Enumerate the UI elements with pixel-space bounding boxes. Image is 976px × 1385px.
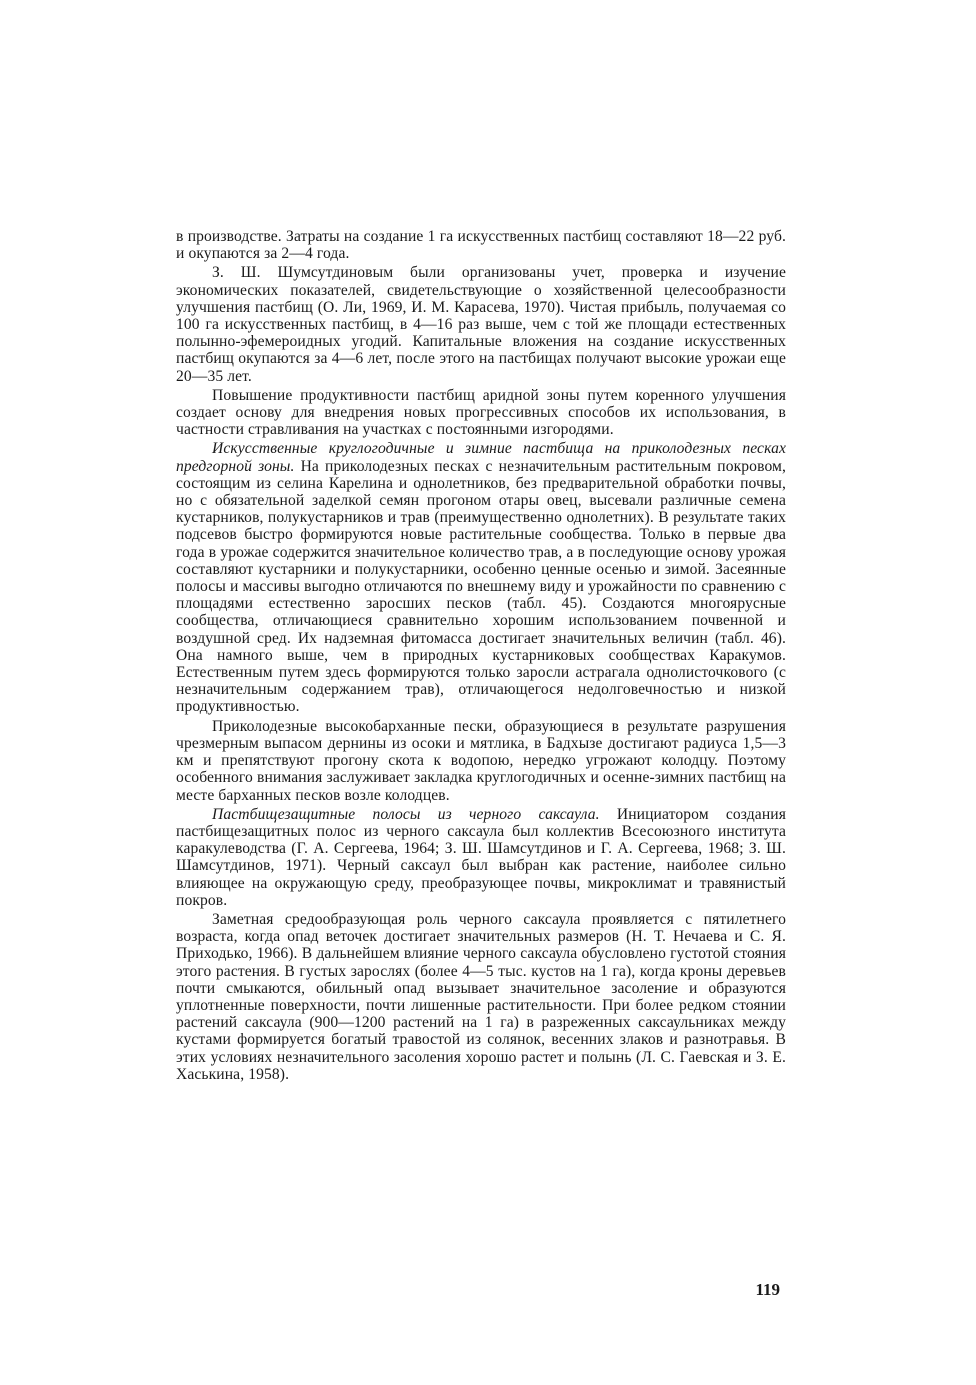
paragraph-text: Приколодезные высокобарханные пески, образующиеся в результате разрушения чрезмерным выпасом дернины из осоки и мятлика, в Бадхызе достигают радиуса 1,5—3 км и препятствуют прогону скота к водопою, нередко угрожают колодцу. Поэтому особенного внимания заслуживает закладка круглогодичных и осенне-зимних пастбищ на месте барханных песков возле колодцев. <box>176 717 786 804</box>
paragraph-text: Заметная средообразующая роль черного саксаула проявляется с пятилетнего возраста, когда опад веточек достигает значительных размеров (Н. Т. Нечаева и С. Я. Приходько, 1966). В дальнейшем влияние черного саксаула обусловлено густотой стояния этого растения. В густых зарослях (более 4—5 тыс. кустов на 1 га), когда кроны деревьев почти смыкаются, обильный опад вызывает значительное засоление и образуются уплотненные поверхности, почти лишенные растительности. При более редком стоянии растений саксаула (900—1200 растений на 1 га) в разреженных саксаульниках между кустами формируется богатый травостой из солянок, весенних злаков и разнотравья. В этих условиях незначительного засоления хорошо растет и полынь (Л. С. Гаевская и З. Е. Хаськина, 1958). <box>176 910 786 1083</box>
paragraph <box>176 387 786 439</box>
paragraph <box>176 806 786 909</box>
paragraph <box>176 718 786 804</box>
paragraph-text: Повышение продуктивности пастбищ аридной зоны путем коренного улучшения создает основу для внедрения новых прогрессивных способов их использования, в частности стравливания на участках с постоянными изгородями. <box>176 386 786 439</box>
paragraph-text: На приколодезных песках с незначительным растительным покровом, состоящим из селина Карелина и однолетников, без предварительной обработки почвы, но с обязательной заделкой семян прогоном отары овец, высевали различные семена кустарников, полукустарников и трав (преимущественно однолетних). В результате таких подсевов быстро формируются новые растительные сообщества. Только в первые два года в урожае содержится значительное количество трав, а в последующие основу урожая составляют кустарники и полукустарники, особенно ценные осенью и зимой. Засеянные полосы и массивы выгодно отличаются по внешнему виду и урожайности по сравнению с площадями естественно заросших песков (табл. 45). Создаются многоярусные сообщества, отличающиеся сравнительно хорошим использованием почвенной и воздушной сред. Их надземная фитомасса достигает значительных величин (табл. 46). Она намного выше, чем в природных кустарниковых сообществах Каракумов. Естественным путем здесь формируются только заросли астрагала однолисточкового (с незначительным содержанием трав), отличающегося недолговечностью и низкой продуктивностью. <box>176 457 787 716</box>
paragraph-text: З. Ш. Шумсутдиновым были организованы учет, проверка и изучение экономических показателей, свидетельствующие о хозяйственной целесообразности улучшения пастбищ (О. Ли, 1969, И. М. Карасева, 1970). Чистая прибыль, получаемая со 100 га искусственных пастбищ, в 4—16 раз выше, чем с той же площади естественных полынно-эфемероидных угодий. Капитальные вложения на создание искусственных пастбищ окупаются за 4—6 лет, после этого на пастбищах получают высокие урожаи еще 20—35 лет. <box>176 264 786 385</box>
paragraph-text: в производстве. Затраты на создание 1 га искусственных пастбищ составляют 18—22 руб. и окупаются за 2—4 года. <box>176 228 786 263</box>
section-heading: Искусственные круглогодичные и зимние пастбища на приколодезных песках предгорной зоны. <box>176 440 786 475</box>
book-page <box>176 228 786 1318</box>
body-text <box>176 228 786 1083</box>
paragraph <box>176 264 786 384</box>
page-number: 119 <box>755 1280 780 1299</box>
section-heading: Пастбищезащитные полосы из черного саксаула. <box>212 805 600 823</box>
paragraph <box>176 911 786 1083</box>
paragraph-continued <box>176 228 786 262</box>
paragraph-text: Инициатором создания пастбищезащитных полос из черного саксаула был коллектив Всесоюзного института каракулеводства (Г. А. Сергеева, 1964; З. Ш. Шамсутдинов и Г. А. Сергеева, 1968; З. Ш. Шамсутдинов, 1971). Черный саксаул был выбран как растение, наиболее сильно влияющее на окружающую среду, преобразующее почвы, микроклимат и травянистый покров. <box>176 805 786 909</box>
paragraph <box>176 440 786 715</box>
